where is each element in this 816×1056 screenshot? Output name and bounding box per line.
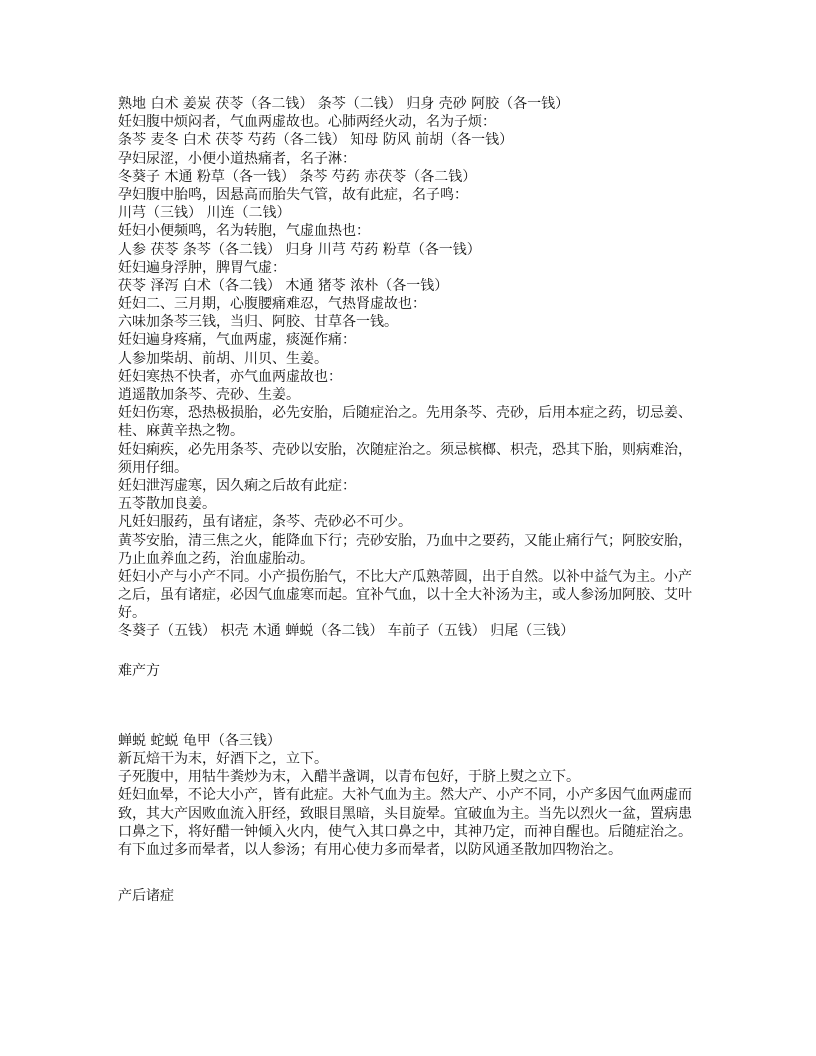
text-line: 凡妊妇服药，虽有诸症，条芩、壳砂必不可少。 — [118, 514, 412, 531]
text-line: 蝉蜕 蛇蜕 龟甲（各三钱） — [118, 732, 281, 749]
text-line: 须用仔细。 — [118, 459, 188, 476]
text-line: 妊妇血晕，不论大小产，皆有此症。大补气血为主。然大产、小产不同，小产多因气血两虚而 — [118, 787, 692, 804]
text-line: 新瓦焙干为末，好酒下之，立下。 — [118, 751, 328, 767]
document-body — [118, 95, 718, 905]
text-line: 妊妇遍身浮肿，脾胃气虚： — [118, 259, 286, 276]
text-line: 五苓散加良姜。 — [118, 496, 216, 513]
text-line: 孕妇尿涩，小便小道热痛者，名子淋： — [118, 150, 356, 167]
text-line: 冬葵子 木通 粉草（各一钱） 条芩 芍药 赤茯苓（各二钱） — [118, 168, 477, 185]
text-line: 妊妇遍身疼痛，气血两虚，痰涎作痛： — [118, 332, 356, 349]
text-line: 口鼻之下，将好醋一钟倾入火内，使气入其口鼻之中，其神乃定，而神自醒也。后随症治之。 — [118, 823, 692, 840]
text-line: 人参 茯苓 条芩（各二钱） 归身 川芎 芍药 粉草（各一钱） — [118, 241, 481, 258]
text-line: 人参加柴胡、前胡、川贝、生姜。 — [118, 350, 328, 367]
text-line: 妊妇小产与小产不同。小产损伤胎气，不比大产瓜熟蒂圆，出于自然。以补中益气为主。小产 — [118, 568, 692, 585]
text-line: 冬葵子（五钱） 枳壳 木通 蝉蜕（各二钱） 车前子（五钱） 归尾（三钱） — [118, 623, 575, 640]
text-line: 妊妇寒热不快者，亦气血两虚故也： — [118, 368, 342, 385]
text-line: 乃止血养血之药，治血虚胎动。 — [118, 550, 314, 567]
text-line: 妊妇腹中烦闷者，气血两虚故也。心肺两经火动，名为子烦： — [118, 114, 496, 131]
text-line: 子死腹中，用牯牛粪炒为末，入醋半盏调，以青布包好，于脐上熨之立下。 — [118, 769, 580, 786]
text-line: 茯苓 泽泻 白术（各二钱） 木通 猪苓 浓朴（各一钱） — [118, 277, 449, 294]
text-line: 条芩 麦冬 白术 茯苓 芍药（各二钱） 知母 防风 前胡（各一钱） — [118, 132, 514, 149]
text-line: 妊妇二、三月期，心腹腰痛难忍，气热肾虚故也： — [118, 296, 426, 313]
text-line: 逍遥散加条芩、壳砂、生姜。 — [118, 387, 300, 403]
text-line: 熟地 白术 姜炭 茯苓（各二钱） 条芩（二钱） 归身 壳砂 阿胶（各一钱） — [118, 96, 570, 112]
text-line: 好。 — [118, 605, 146, 622]
text-line: 致，其大产因败血流入肝经，致眼目黑暗，头目旋晕。宜破血为主。当先以烈火一盆，置病患 — [118, 805, 692, 822]
text-line: 妊妇伤寒，恐热极损胎，必先安胎，后随症治之。先用条芩、壳砂，后用本症之药，切忌姜、 — [118, 405, 692, 422]
section-heading: 难产方 — [118, 662, 160, 679]
text-line: 桂、麻黄辛热之物。 — [118, 423, 244, 440]
text-line: 川芎（三钱） 川连（二钱） — [118, 205, 291, 222]
text-line: 有下血过多而晕者，以人参汤；有用心使力多而晕者，以防风通圣散加四物治之。 — [118, 841, 622, 858]
text-line: 黄芩安胎，清三焦之火，能降血下行；壳砂安胎，乃血中之要药，又能止痛行气；阿胶安胎， — [118, 532, 692, 549]
text-line: 六味加条芩三钱，当归、阿胶、甘草各一钱。 — [118, 314, 398, 331]
text-line: 之后，虽有诸症，必因气血虚寒而起。宜补气血，以十全大补汤为主，或人参汤加阿胶、艾叶 — [118, 587, 692, 604]
text-line: 妊妇泄泻虚寒，因久痢之后故有此症： — [118, 477, 356, 494]
section-heading: 产后诸症 — [118, 888, 174, 905]
text-line: 妊妇小便频鸣，名为转胞，气虚血热也： — [118, 223, 370, 240]
text-line: 妊妇痢疾，必先用条芩、壳砂以安胎，次随症治之。须忌槟榔、枳壳，恐其下胎，则病难治， — [118, 441, 692, 458]
text-line: 孕妇腹中胎鸣，因悬高而胎失气管，故有此症，名子鸣： — [118, 186, 468, 203]
